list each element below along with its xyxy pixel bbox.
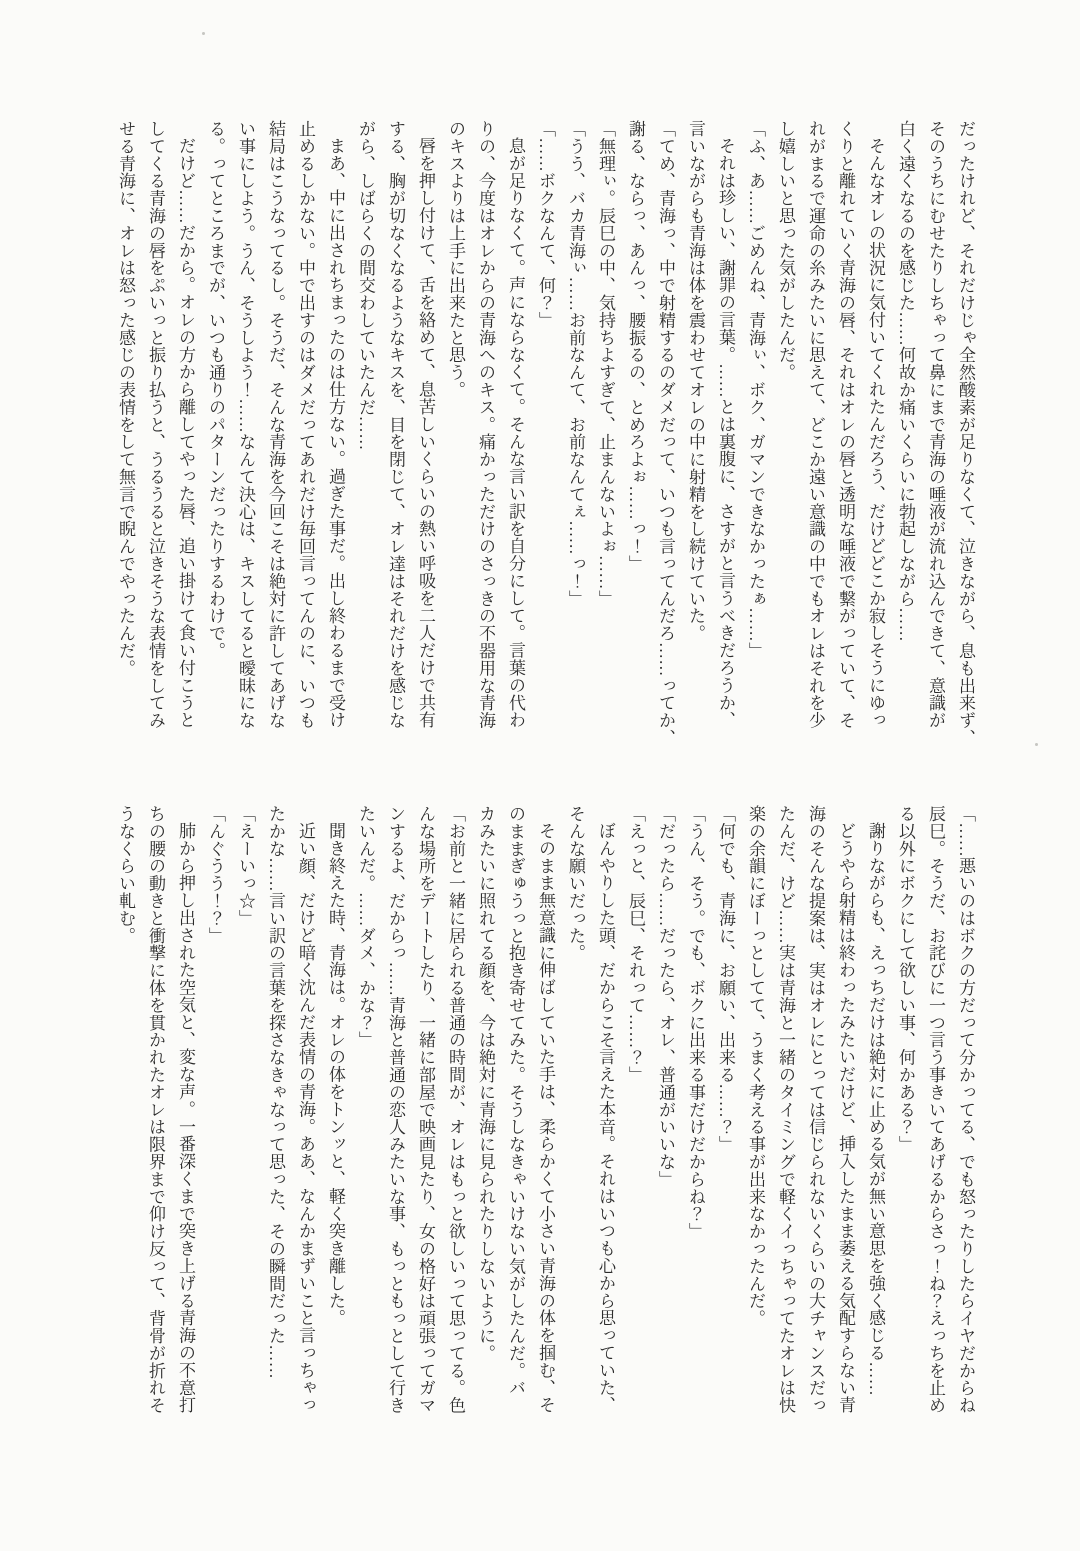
text-line: する、胸が切なくなるようなキスを、目を閉じて、オレ達はそれだけを感じな <box>386 120 405 729</box>
text-line: してくる青海の唇をぷいっと振り払うと、うるうると泣きそうな表情をしてみ <box>146 120 165 729</box>
text-line: 楽の余韻にぼーっとしてて、うまく考える事が出来なかったんだ。 <box>746 805 765 1327</box>
text-line: 「何でも、青海に、お願い、出来る……？」 <box>716 805 735 1153</box>
text-line: それは珍しい、謝罪の言葉。……とは裏腹に、さすがと言うべきだろうか、 <box>716 137 735 729</box>
scan-speck <box>1035 743 1038 746</box>
text-line: がら、しばらくの間交わしていたんだ…… <box>356 120 375 451</box>
text-line: うなくらい軋む。 <box>116 805 135 945</box>
text-line: ちの腰の動きと衝撃に体を貫かれたオレは限界まで仰け反って、背骨が折れそ <box>146 805 165 1414</box>
text-line: 「んぐうう！？」 <box>206 805 225 945</box>
text-line: ぼんやりした頭、だからこそ言えた本音。それはいつも心から思っていた、 <box>596 822 615 1414</box>
text-line: 「お前と一緒に居られる普通の時間が、オレはもっと欲しいって思ってる。色 <box>446 805 465 1414</box>
text-line: そのうちにむせたりしちゃって鼻にまで青海の唾液が流れ込んできて、意識が <box>926 120 945 729</box>
text-line: のキスよりは上手に出来たと思う。 <box>446 120 465 399</box>
text-line: 「えーいっ☆」 <box>236 805 255 927</box>
text-line: 「……ボクなんて、何？」 <box>536 120 555 329</box>
text-line: る以外にボクにして欲しい事、何かある？」 <box>896 805 915 1153</box>
text-line: 海のそんな提案は、実はオレにとっては信じられないくらいの大チャンスだっ <box>806 805 825 1414</box>
text-line: 謝る、ならっ、あんっ、腰振るの、とめろよぉ……っ！」 <box>626 120 645 573</box>
text-line: れがまるで運命の糸みたいに思えて、どこか遠い意識の中でもオレはそれを少 <box>806 120 825 729</box>
text-line: たいんだ。……ダメ、かな？」 <box>356 805 375 1049</box>
text-line: 近い顔、だけど暗く沈んだ表情の青海。ああ、なんかまずいこと言っちゃっ <box>296 822 315 1414</box>
text-line: ンするよ、だからっ……青海と普通の恋人みたいな事、もっともっとして行き <box>386 805 405 1414</box>
text-line: 結局はこうなってるし。そうだ、そんな青海を今回こそは絶対に許してあげな <box>266 120 285 729</box>
text-line: 息が足りなくて。声にならなくて。そんな言い訳を自分にして。言葉の代わ <box>506 137 525 729</box>
text-line: 肺から押し出された空気と、変な声。一番深くまで突き上げる青海の不意打 <box>176 822 195 1414</box>
text-line: そのまま無意識に伸ばしていた手は、柔らかくて小さい青海の体を掴む、そ <box>536 822 555 1414</box>
text-line: 「うん、そう。でも、ボクに出来る事だけだからね？」 <box>686 805 705 1240</box>
text-line: 「てめ、青海っ、中で射精するのダメだって、いつも言ってんだろ……ってか、 <box>656 120 675 747</box>
text-line: たかな……言い訳の言葉を探さなきゃなって思った、その瞬間だった…… <box>266 805 285 1380</box>
text-line: くりと離れていく青海の唇、それはオレの唇と透明な唾液で繋がっていて、そ <box>836 120 855 729</box>
text-line: そんなオレの状況に気付いてくれたんだろう、だけどどこか寂しそうにゆっ <box>866 137 885 729</box>
text-line: 聞き終えた時、青海は。オレの体をトンッと、軽く突き離した。 <box>326 822 345 1327</box>
text-line: 「……悪いのはボクの方だって分かってる、でも怒ったりしたらイヤだからね <box>956 805 975 1414</box>
text-line: 唇を押し付けて、舌を絡めて、息苦しいくらいの熱い呼吸を二人だけで共有 <box>416 137 435 729</box>
text-line: 言いながらも青海は体を震わせてオレの中に射精をし続けていた。 <box>686 120 705 642</box>
text-line: 止めるしかない。中で出すのはダメだってあれだけ毎回言ってんのに、いつも <box>296 120 315 729</box>
text-line: 「ふ、あ……ごめんね、青海ぃ、ボク、ガマンできなかったぁ……」 <box>746 120 765 660</box>
text-line: 辰巳。そうだ、お詫びに一つ言う事きいてあげるからさっ！ね？えっちを止め <box>926 805 945 1414</box>
text-line: りの、今度はオレからの青海へのキス。痛かっただけのさっきの不器用な青海 <box>476 120 495 729</box>
text-line: 謝りながらも、えっちだけは絶対に止める気が無い意思を強く感じる…… <box>866 822 885 1397</box>
text-line: る。ってところまでが、いつも通りのパターンだったりするわけで。 <box>206 120 225 660</box>
scan-speck <box>202 32 205 35</box>
text-block-bottom <box>110 805 980 1441</box>
text-line: 「うう、バカ青海ぃ……お前なんて、お前なんてぇ……っ！」 <box>566 120 585 608</box>
text-block-top <box>110 120 980 756</box>
text-line: し嬉しいと思った気がしたんだ。 <box>776 120 795 381</box>
text-line: たんだ、けど……実は青海と一緒のタイミングで軽くイっちゃってたオレは快 <box>776 805 795 1414</box>
text-line: 「だったら……だったら、オレ、普通がいいな」 <box>656 805 675 1188</box>
text-line: まあ、中に出されちまったのは仕方ない。過ぎた事だ。出し終わるまで受け <box>326 137 345 729</box>
text-line: 白く遠くなるのを感じた……何故か痛いくらいに勃起しながら…… <box>896 120 915 642</box>
text-line: せる青海に、オレは怒った感じの表情をして無言で睨んでやったんだ。 <box>116 120 135 677</box>
text-line: 「えっと、辰巳、それって……？」 <box>626 805 645 1084</box>
text-line: だったけれど、それだけじゃ全然酸素が足りなくて、泣きながら、息も出来ず、 <box>956 120 975 747</box>
text-line: んな場所をデートしたり、一緒に部屋で映画見たり、女の格好は頑張ってガマ <box>416 805 435 1414</box>
text-line: だけど……だから。オレの方から離してやった唇、追い掛けて食い付こうと <box>176 137 195 729</box>
text-line: どうやら射精は終わったみたいだけど、挿入したまま萎える気配すらない青 <box>836 822 855 1414</box>
text-line: そんな願いだった。 <box>566 805 585 962</box>
text-line: い事にしよう。うん、そうしよう！……なんて決心は、キスしてると曖昧にな <box>236 120 255 729</box>
text-line: カみたいに照れてる顔を、今は絶対に青海に見られたりしないように。 <box>476 805 495 1362</box>
text-line: 「無理ぃ。辰巳の中、気持ちよすぎて、止まんないよぉ……」 <box>596 120 615 608</box>
text-line: のままぎゅうっと抱き寄せてみた。そうしなきゃいけない気がしたんだ。バ <box>506 805 525 1397</box>
